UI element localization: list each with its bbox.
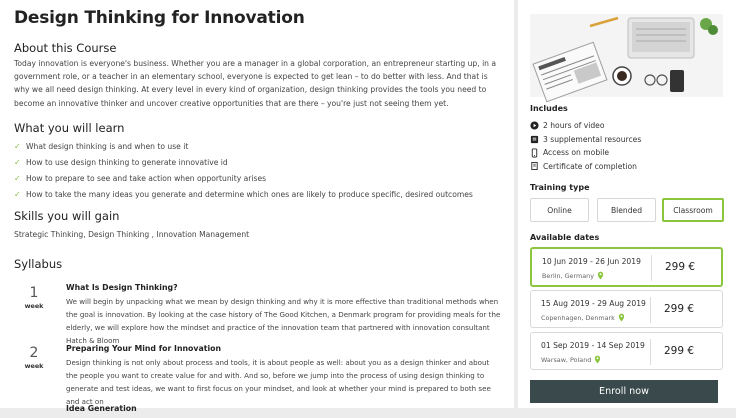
- learn-list: [14, 139, 504, 202]
- includes-item: 2 hours of video: [530, 119, 641, 133]
- resources-icon: [530, 135, 543, 144]
- includes-item: Certificate of completion: [530, 160, 641, 174]
- module-description: Design thinking is not only about process and tools, it is about people as well: about you as a design thinker and about the people you want to create value for and with. And so, before we jump into the process of using design thinking to generate and test ideas, we want to first focus on your mindset, and look at whether your mind is prepared to both see and act on: [66, 358, 491, 406]
- date-location: Copenhagen, Denmark: [541, 313, 625, 322]
- includes-heading: Includes: [530, 104, 568, 113]
- training-blended-button[interactable]: Blended: [597, 198, 656, 222]
- learn-item: ✓ How to take the many ideas you generate and determine which ones are likely to produce specific, desired outcomes: [14, 189, 473, 199]
- training-online-button[interactable]: Online: [530, 198, 589, 222]
- play-icon: [530, 121, 543, 130]
- date-range: 01 Sep 2019 - 14 Sep 2019: [541, 341, 645, 350]
- enrollment-sidebar: [518, 0, 736, 408]
- date-divider: [650, 297, 651, 323]
- learn-item: ✓ What design thinking is and when to use it: [14, 142, 189, 152]
- learn-item: ✓ How to use design thinking to generate innovative id: [14, 158, 228, 168]
- date-location: Berlin, Germany: [542, 271, 604, 280]
- date-option[interactable]: [530, 247, 723, 287]
- certificate-icon: [530, 161, 543, 171]
- week-marker: 1 week: [24, 285, 44, 310]
- date-option[interactable]: [530, 290, 723, 328]
- check-icon: ✓: [14, 173, 21, 183]
- module-title[interactable]: Preparing Your Mind for Innovation: [66, 344, 222, 353]
- includes-item: 3 supplemental resources: [530, 133, 641, 147]
- learn-heading: What you will learn: [14, 121, 125, 135]
- mobile-icon: [530, 148, 543, 158]
- date-divider: [651, 255, 652, 281]
- skills-heading: Skills you will gain: [14, 209, 120, 223]
- location-pin-icon: [597, 271, 604, 280]
- check-icon: ✓: [14, 189, 21, 199]
- date-option[interactable]: [530, 332, 723, 370]
- training-type-heading: Training type: [530, 183, 590, 192]
- location-pin-icon: [618, 313, 625, 322]
- date-range: 15 Aug 2019 - 29 Aug 2019: [541, 299, 646, 308]
- about-text: Today innovation is everyone's business. Whether you are a manager in a global corporation, an entrepreneur starting up, in a government role, or a teacher in an elementary school, everyone is expected to get lean – to do better with less. And that is why we all need design thinking. At every level in every kind of organization, design thinking provides the tools you need to become an innovative thinker and uncover creative opportunities that are there – you're just not seeing them yet.: [14, 59, 497, 108]
- includes-item: Access on mobile: [530, 146, 641, 160]
- skills-text: Strategic Thinking, Design Thinking , Innovation Management: [14, 230, 250, 239]
- desk-illustration: [530, 14, 723, 97]
- check-icon: ✓: [14, 158, 21, 168]
- training-classroom-button[interactable]: Classroom: [662, 198, 724, 222]
- about-heading: About this Course: [14, 41, 117, 55]
- module-title[interactable]: What Is Design Thinking?: [66, 283, 178, 292]
- course-title: Design Thinking for Innovation: [14, 8, 305, 28]
- date-price: 299 €: [665, 261, 696, 273]
- week-marker: 2 week: [24, 345, 44, 370]
- course-hero-image: [530, 14, 723, 97]
- date-location: Warsaw, Poland: [541, 355, 601, 364]
- available-dates-heading: Available dates: [530, 233, 600, 242]
- syllabus-heading: Syllabus: [14, 257, 63, 271]
- date-price: 299 €: [664, 303, 695, 315]
- date-divider: [650, 339, 651, 365]
- date-price: 299 €: [664, 345, 695, 357]
- location-pin-icon: [594, 355, 601, 364]
- date-range: 10 Jun 2019 - 26 Jun 2019: [542, 257, 641, 266]
- learn-item: ✓ How to prepare to see and take action when opportunity arises: [14, 173, 267, 183]
- enroll-now-button[interactable]: Enroll now: [530, 380, 718, 403]
- includes-list: [530, 119, 641, 173]
- module-description: We will begin by unpacking what we mean by design thinking and why it is more effective than traditional methods when the goal is innovation. By looking at the case history of The Good Kitchen, a Denmark program for providing meals for the elderly, we will explore how the mindset and practice of the innovation team that partnered with innovation consultant Hatch & Bloom: [66, 297, 501, 345]
- module-title[interactable]: Idea Generation: [66, 404, 137, 413]
- check-icon: ✓: [14, 142, 21, 152]
